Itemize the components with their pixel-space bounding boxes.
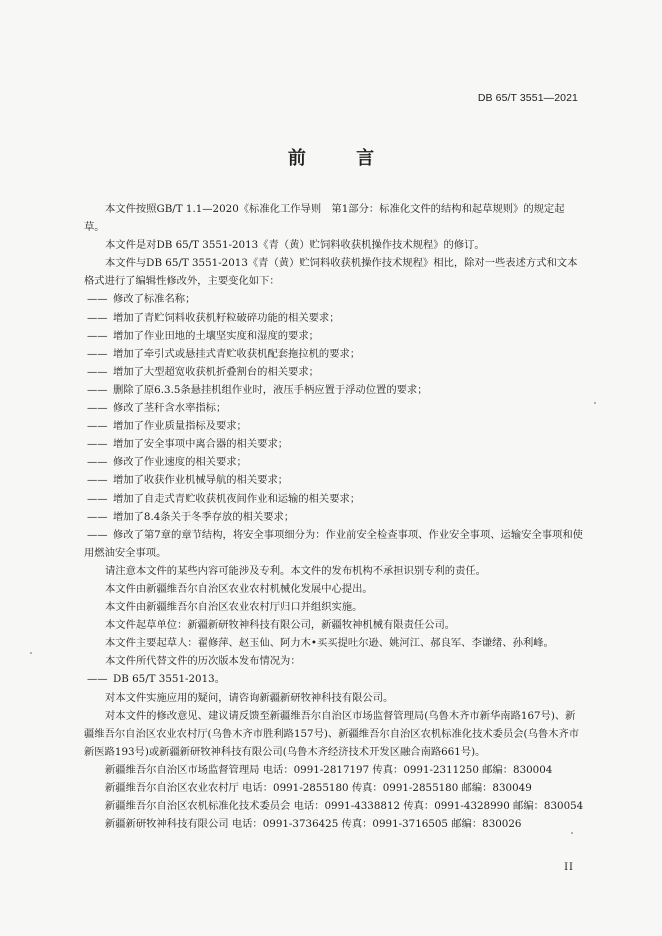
page-number: II (564, 862, 574, 873)
foreword-body (84, 200, 584, 833)
paragraph: 本文件主要起草人：翟修萍、赵玉仙、阿力木•买买提吐尔逊、姚河江、郝良军、李谦绪、孙利峰。 (105, 637, 554, 650)
scan-speck (571, 832, 573, 834)
page-title: 前 言 (287, 148, 397, 169)
contact-list (84, 761, 584, 833)
list-item: —— 增加了作业田地的土壤坚实度和湿度的要求； (87, 329, 319, 342)
list-item: —— 增加了自走式青贮收获机夜间作业和运输的相关要求； (87, 492, 361, 505)
list-item: —— 修改了标准名称； (87, 293, 196, 306)
contact-line: 新疆维吾尔自治区农业农村厅 电话：0991-2855180 传真：0991-2855180 邮编：830049 (105, 782, 532, 794)
scan-speck (30, 652, 32, 654)
paragraph: 对本文件实施应用的疑问，请咨询新疆新研牧神科技有限公司。 (105, 691, 394, 704)
paragraph: 本文件所代替文件的历次版本发布情况为： (105, 655, 301, 668)
contact-line: 新疆维吾尔自治区农机标准化技术委员会 电话：0991-4338812 传真：0991-4328990 邮编：830054 (105, 800, 584, 813)
list-item: —— 增加了8.4条关于冬季存放的相关要求； (87, 510, 295, 523)
paragraph: 本文件按照GB/T 1.1—2020《标准化工作导则 第1部分：标准化文件的结构和起草规则》的规定起草。 (84, 203, 565, 234)
list-item: —— 增加了安全事项中离合器的相关要求； (87, 438, 289, 451)
changes-list (84, 290, 584, 561)
list-item: —— 增加了青贮饲料收获机籽粒破碎功能的相关要求； (87, 311, 340, 324)
list-item: —— 修改了第7章的章节结构，将安全事项细分为：作业前安全检查事项、作业安全事项、运输安全事项和使用燃油安全事项。 (84, 528, 583, 559)
list-item: —— 修改了茎秆含水率指标； (87, 402, 227, 415)
paragraph: 本文件起草单位：新疆新研牧神科技有限公司，新疆牧神机械有限责任公司。 (105, 619, 456, 632)
list-item: —— 增加了牵引式或悬挂式青贮收获机配套拖拉机的要求； (87, 347, 361, 360)
paragraph: 本文件由新疆维吾尔自治区农业农村厅归口并组织实施。 (105, 601, 363, 614)
replaced-version-item: —— DB 65/T 3551-2013。 (87, 673, 225, 686)
paragraph: 本文件是对DB 65/T 3551-2013《青（黄）贮饲料收获机操作技术规程》的修订。 (105, 239, 485, 252)
contact-line: 新疆维吾尔自治区市场监督管理局 电话：0991-2817197 传真：0991-2311250 邮编：830004 (105, 763, 553, 776)
list-item: —— 删除了原6.3.5条悬挂机组作业时，液压手柄应置于浮动位置的要求； (87, 383, 428, 396)
document-number: DB 65/T 3551—2021 (477, 92, 578, 104)
paragraph: 本文件与DB 65/T 3551-2013《青（黄）贮饲料收获机操作技术规程》相比，除对一些表述方式和文本格式进行了编辑性修改外，主要变化如下： (84, 257, 578, 288)
list-item: —— 增加了大型超宽收获机折叠割台的相关要求； (87, 365, 319, 378)
list-item: —— 增加了作业质量指标及要求； (87, 420, 247, 433)
list-item: —— 增加了收获作业机械导航的相关要求； (87, 474, 289, 487)
list-item: —— 修改了作业速度的相关要求； (87, 456, 247, 469)
paragraph: 对本文件的修改意见、建议请反馈至新疆维吾尔自治区市场监督管理局(乌鲁木齐市新华南路167号)、新疆维吾尔自治区农业农村厅(乌鲁木齐市胜利路157号)、新疆维吾尔自治区农机标准化技术委员会(乌鲁木齐市新医路193号)或新疆新研牧神科技有限公司(乌鲁木齐经济技术开发区融合南路661号)。 (84, 709, 580, 758)
paragraph: 本文件由新疆维吾尔自治区农业农村机械化发展中心提出。 (105, 582, 373, 595)
paragraph: 请注意本文件的某些内容可能涉及专利。本文件的发布机构不承担识别专利的责任。 (105, 564, 486, 577)
contact-line: 新疆新研牧神科技有限公司 电话：0991-3736425 传真：0991-3716505 邮编：830026 (105, 818, 522, 831)
scan-speck (594, 402, 596, 404)
